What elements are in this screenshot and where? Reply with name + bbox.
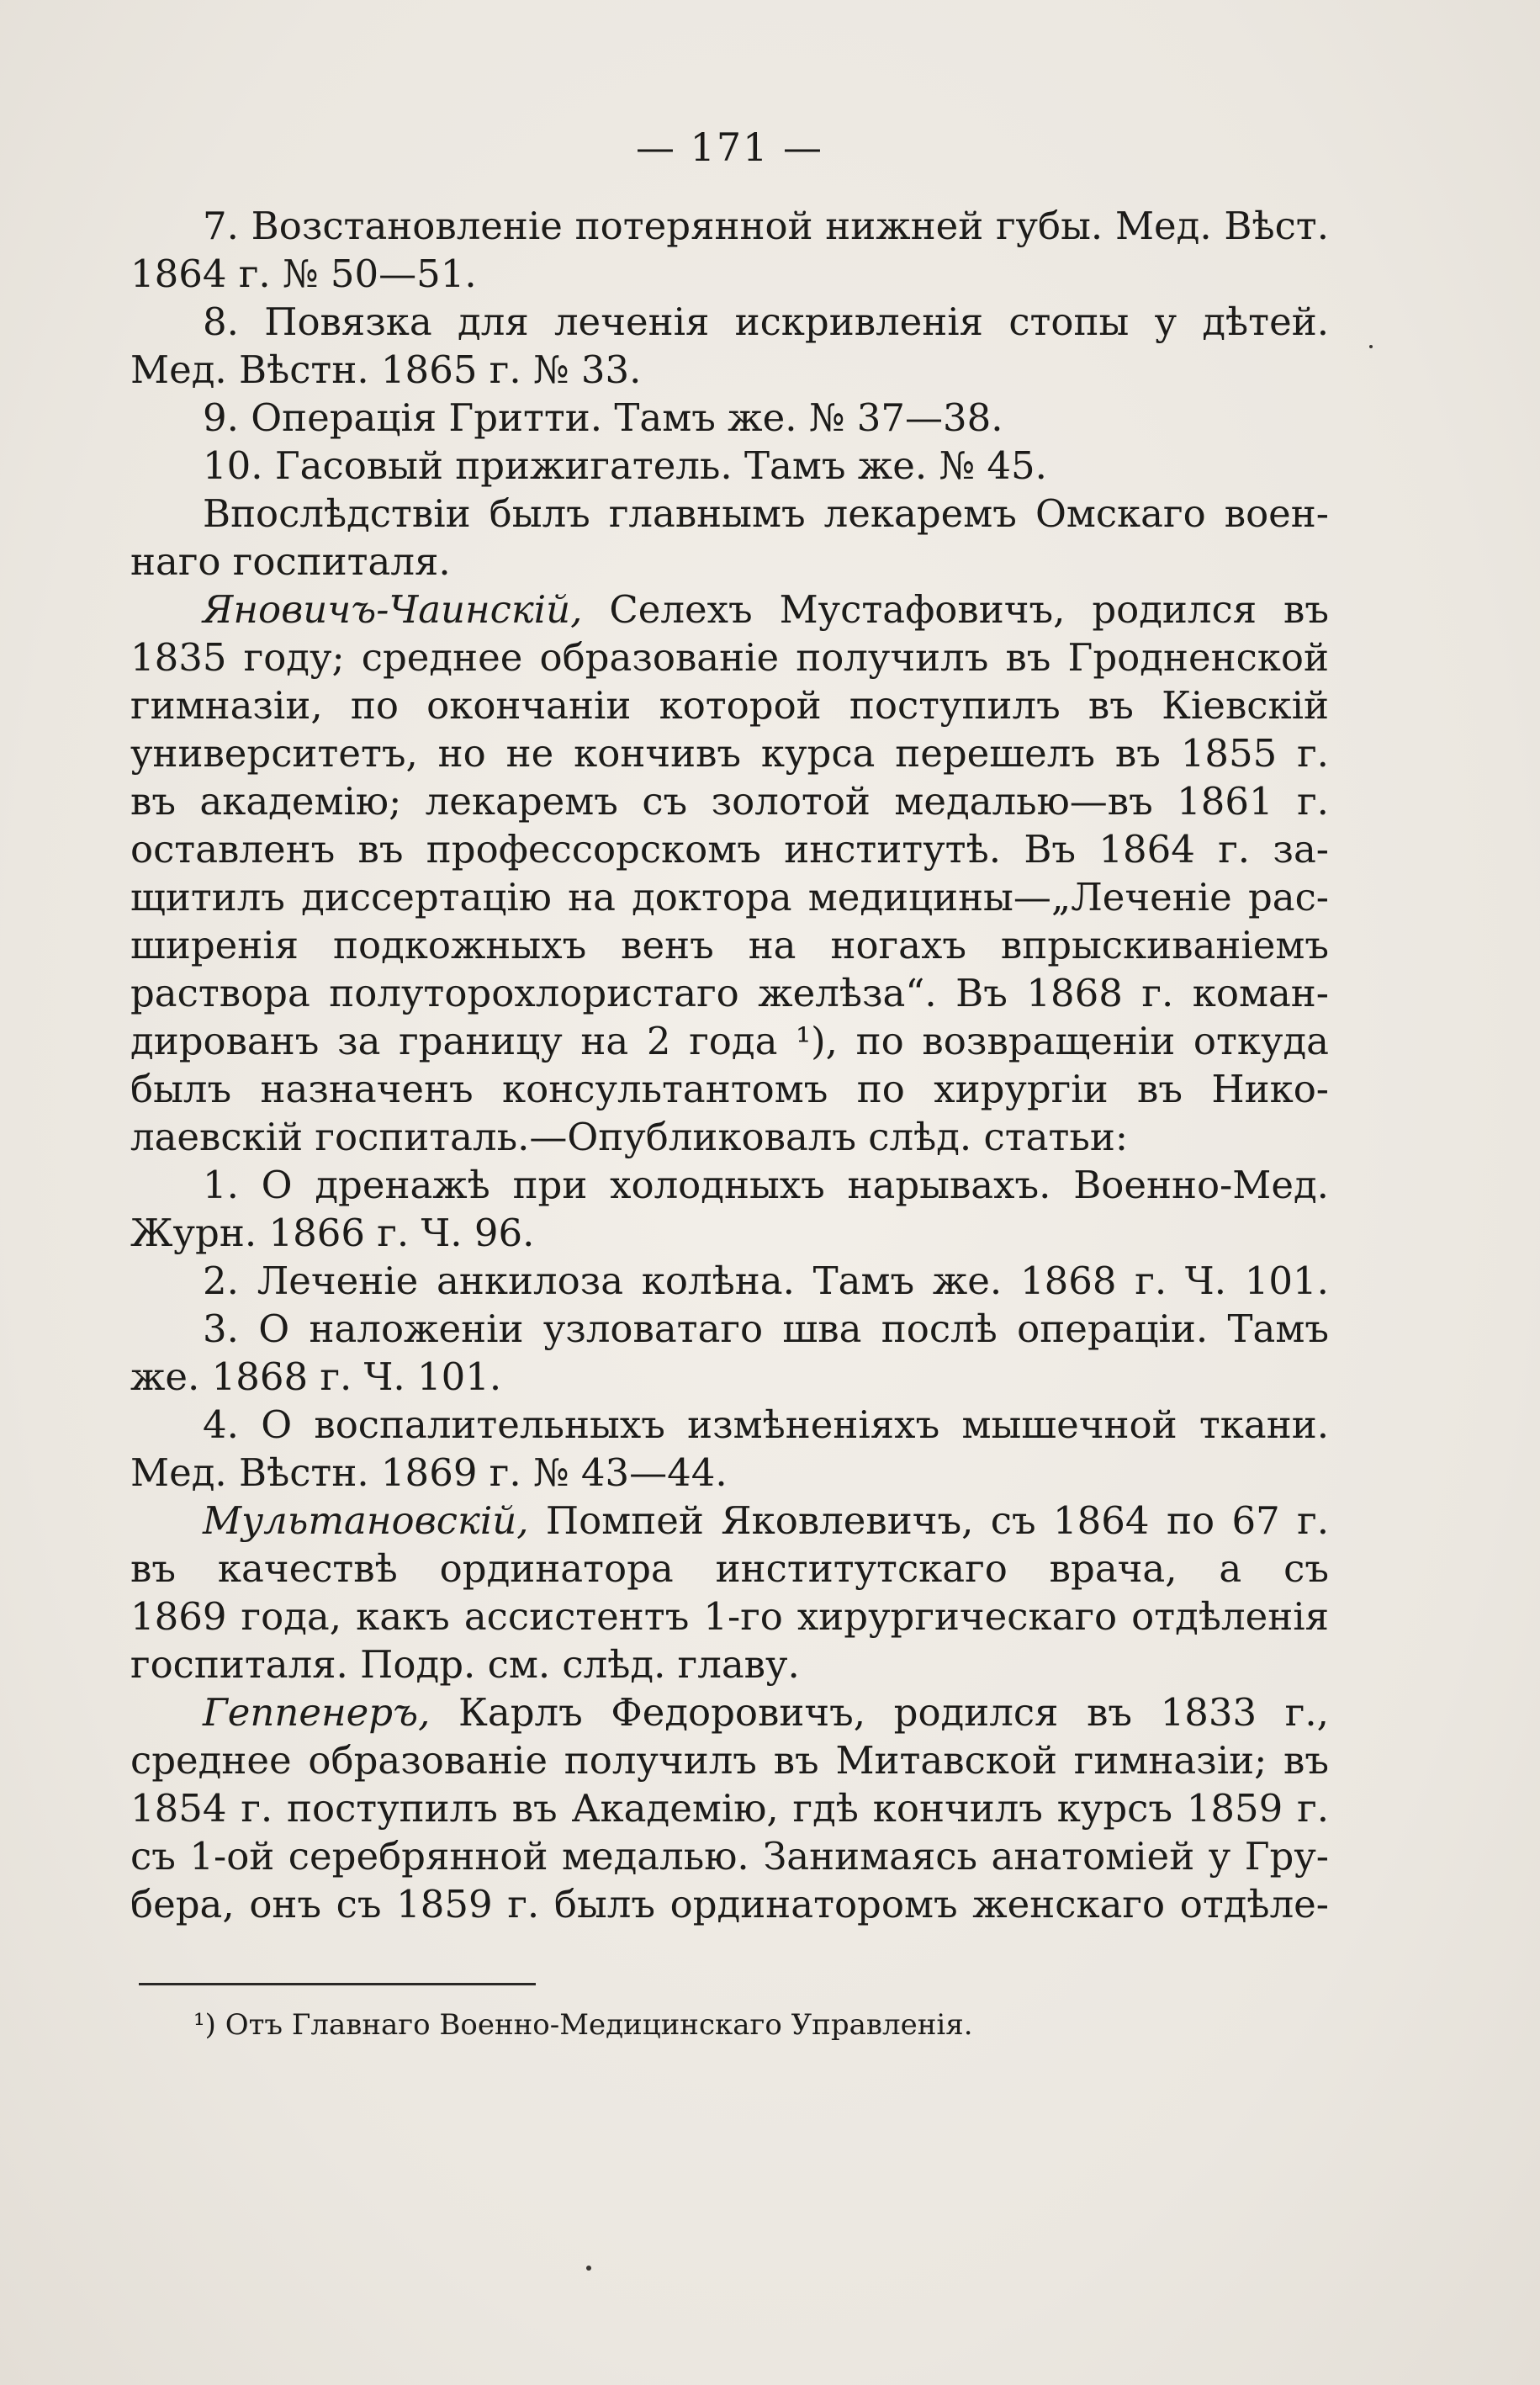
entry-heading-line (130, 586, 1329, 633)
text-line: 1864 г. № 50—51. (130, 252, 477, 296)
text-line: въ качествѣ ординатора институтскаго врача, а съ (130, 1546, 1329, 1591)
text-line: госпиталя. Подр. см. слѣд. главу. (130, 1642, 800, 1687)
text-line: 1869 года, какъ ассистентъ 1-го хирургическаго отдѣленія (130, 1594, 1329, 1639)
text-line: лаевскій госпиталь.—Опубликовалъ слѣд. статьи: (130, 1115, 1129, 1159)
text-line: 10. Гасовый прижигатель. Тамъ же. № 45. (203, 443, 1047, 488)
text-line: раствора полуторохлористаго желѣза“. Въ 1868 г. коман- (130, 971, 1329, 1015)
entry-heading-line (130, 1688, 1329, 1736)
text-line: среднее образованіе получилъ въ Митавской гимназіи; въ (130, 1738, 1329, 1783)
text-line: 9. Операція Гритти. Тамъ же. № 37—38. (203, 395, 1003, 440)
person-name: Геппенеръ, (203, 1690, 431, 1735)
footnote-divider (139, 1983, 536, 1985)
entry-text: Помпей Яковлевичъ, съ 1864 по 67 г. (528, 1498, 1329, 1543)
text-line: 8. Повязка для леченія искривленія стопы у дѣтей. (203, 299, 1329, 344)
text-line: 7. Возстановленіе потерянной нижней губы. Мед. Вѣст. (203, 204, 1329, 248)
footnote-marker: ¹) (193, 2008, 216, 2042)
text-line: щитилъ диссертацію на доктора медицины—„Леченіе рас- (130, 875, 1329, 920)
text-line: въ академію; лекаремъ съ золотой медалью—въ 1861 г. (130, 779, 1329, 824)
person-name: Яновичъ-Чаинскій, (203, 587, 583, 632)
text-line: 1835 году; среднее образованіе получилъ въ Гродненской (130, 635, 1329, 680)
entry-heading-line (130, 1497, 1329, 1545)
text-line: Впослѣдствіи былъ главнымъ лекаремъ Омскаго воен- (203, 491, 1329, 536)
text-line: гимназіи, по окончаніи которой поступилъ въ Кіевскій (130, 683, 1329, 728)
text-line: 1. О дренажѣ при холодныхъ нарывахъ. Военно-Мед. (203, 1163, 1329, 1207)
paper-speck (1369, 345, 1373, 348)
text-line: бера, онъ съ 1859 г. былъ ординаторомъ женскаго отдѣле- (130, 1882, 1329, 1927)
text-line: Журн. 1866 г. Ч. 96. (130, 1211, 535, 1255)
page-text (130, 118, 1329, 1928)
text-line: Мед. Вѣстн. 1869 г. № 43—44. (130, 1450, 728, 1495)
text-line: Мед. Вѣстн. 1865 г. № 33. (130, 347, 642, 392)
footnote (193, 2004, 1203, 2046)
text-line: оставленъ въ профессорскомъ институтѣ. Въ 1864 г. за- (130, 827, 1329, 872)
text-line: былъ назначенъ консультантомъ по хирургіи въ Нико- (130, 1067, 1329, 1111)
paper-speck (586, 2266, 591, 2271)
text-line: 4. О воспалительныхъ измѣненіяхъ мышечной ткани. (203, 1402, 1329, 1447)
text-line: 2. Леченіе анкилоза колѣна. Тамъ же. 1868 г. Ч. 101. (203, 1259, 1329, 1303)
page-number: — 171 — (635, 125, 824, 170)
text-line: 3. О наложеніи узловатаго шва послѣ операціи. Тамъ (203, 1306, 1329, 1351)
text-line: же. 1868 г. Ч. 101. (130, 1354, 502, 1399)
text-line: университетъ, но не кончивъ курса перешелъ въ 1855 г. (130, 731, 1329, 776)
text-line: 1854 г. поступилъ въ Академію, гдѣ кончилъ курсъ 1859 г. (130, 1786, 1329, 1831)
text-line: наго госпиталя. (130, 539, 451, 584)
person-name: Мультановскій, (203, 1498, 529, 1543)
entry-text: Карлъ Федоровичъ, родился въ 1833 г., (430, 1690, 1329, 1735)
text-line: ширенія подкожныхъ венъ на ногахъ впрыскиваніемъ (130, 923, 1329, 967)
text-line: съ 1-ой серебрянной медалью. Занимаясь анатоміей у Гру- (130, 1834, 1329, 1879)
text-line: дированъ за границу на 2 года ¹), по возвращеніи откуда (130, 1019, 1329, 1063)
entry-text: Селехъ Мустафовичъ, родился въ (582, 587, 1329, 632)
footnote-text: Отъ Главнаго Военно-Медицинскаго Управленія. (225, 2008, 973, 2042)
